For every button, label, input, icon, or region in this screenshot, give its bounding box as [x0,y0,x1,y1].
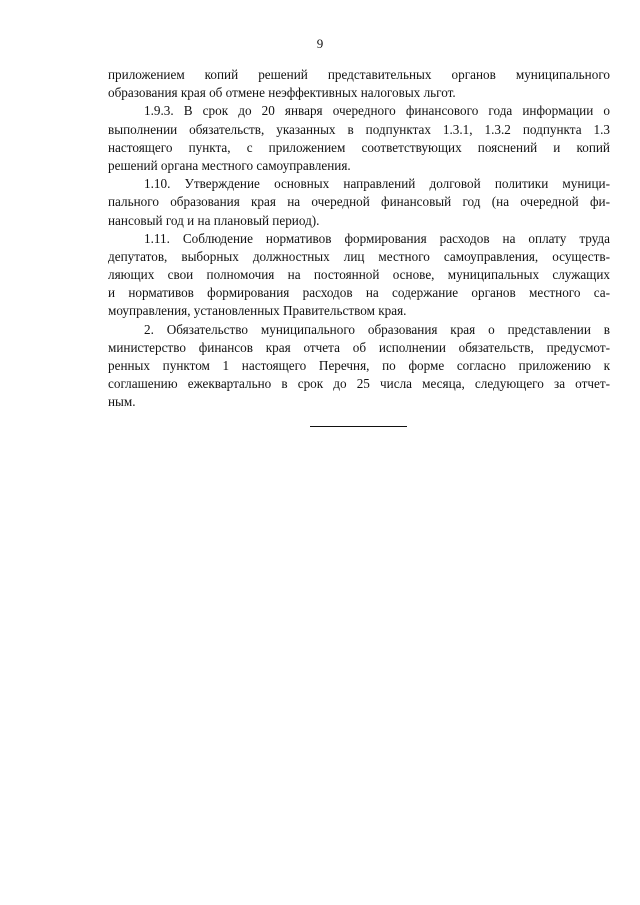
text-line: ренных пунктом 1 настоящего Перечня, по форме согласно приложению к [108,358,610,373]
text-line: пального образования края на очередной финансовый год (на очередной фи- [108,194,610,210]
text-line: настоящего пункта, с приложением соответствующих пояснений и копий [108,139,610,155]
text-line: и нормативов формирования расходов на содержание органов местного са- [108,285,610,301]
text-line: министерство финансов края отчета об исполнении обязательств, предусмот- [108,339,610,355]
text-line: ляющих свои полномочия на постоянной основе, муниципальных служащих [108,267,610,283]
text-line: нансовый год и на плановый период). [108,212,320,228]
text-line: 2. Обязательство муниципального образования края о представлении в [144,321,610,337]
text-line: образования края об отмене неэффективных налоговых льгот. [108,85,456,101]
text-line: 1.11. Соблюдение нормативов формирования расходов на оплату труда [144,230,610,246]
text-line: решений органа местного самоуправления. [108,157,351,173]
paragraph [108,321,610,412]
paragraph [108,66,610,102]
paragraph [108,102,610,175]
end-separator-line [310,426,407,427]
text-line: моуправления, установленных Правительством края. [108,303,407,319]
text-line: выполнении обязательств, указанных в подпунктах 1.3.1, 1.3.2 подпункта 1.3 [108,121,610,137]
page-number: 9 [316,36,324,51]
paragraph [108,230,610,321]
text-line: 1.10. Утверждение основных направлений долговой политики муници- [144,176,610,192]
text-line: депутатов, выборных должностных лиц местного самоуправления, осуществ- [108,248,610,264]
text-line: приложением копий решений представительных органов муниципального [108,67,610,82]
document-body [108,66,610,412]
text-line: 1.9.3. В срок до 20 января очередного финансового года информации о [144,103,610,119]
paragraph [108,175,610,230]
text-line: ным. [108,394,136,410]
text-line: соглашению ежеквартально в срок до 25 числа месяца, следующего за отчет- [108,376,610,392]
